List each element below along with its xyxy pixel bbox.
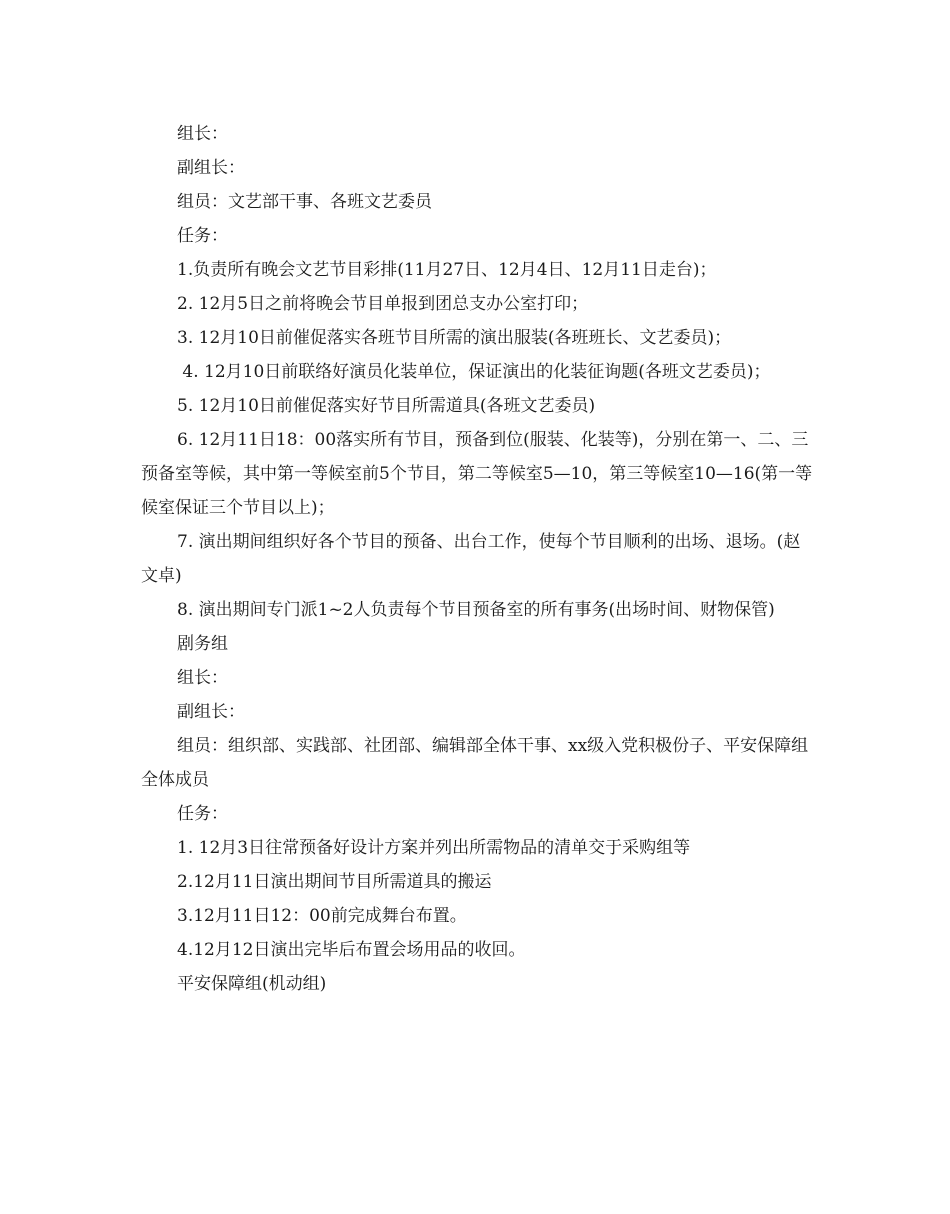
paragraph-task-6: 6. 12月11日18：00落实所有节目，预备到位(服装、化装等)，分别在第一、二、三预备室等候，其中第一等候室前5个节目，第二等候室5—10，第三等候室10—16(第一等候室保证三个节目以上)； [141,430,813,518]
paragraph-deputy-leader: 副组长： [177,158,245,178]
paragraph-task-2: 2. 12月5日之前将晚会节目单报到团总支办公室打印； [177,294,589,314]
paragraph-stage-leader: 组长： [177,668,228,688]
paragraph-task-4: 4. 12月10日前联络好演员化装单位，保证演出的化装征询题(各班文艺委员)； [177,362,771,382]
paragraph-leader: 组长： [177,124,228,144]
paragraph-stage-task-3: 3.12月11日12：00前完成舞台布置。 [177,906,467,926]
paragraph-stage-tasks-heading: 任务： [177,804,228,824]
section-heading-stage-group: 剧务组 [177,634,228,654]
paragraph-task-1: 1.负责所有晚会文艺节目彩排(11月27日、12月4日、12月11日走台)； [177,260,717,280]
paragraph-task-8: 8. 演出期间专门派1~2人负责每个节目预备室的所有事务(出场时间、财物保管) [177,600,775,620]
paragraph-task-5: 5. 12月10日前催促落实好节目所需道具(各班文艺委员) [177,396,596,416]
document-body [141,117,817,1001]
paragraph-task-7: 7. 演出期间组织好各个节目的预备、出台工作，使每个节目顺利的出场、退场。(赵文卓) [141,532,801,586]
paragraph-stage-task-2: 2.12月11日演出期间节目所需道具的搬运 [177,872,492,892]
paragraph-stage-deputy-leader: 副组长： [177,702,245,722]
paragraph-members: 组员：文艺部干事、各班文艺委员 [177,192,432,212]
paragraph-stage-task-1: 1. 12月3日往常预备好设计方案并列出所需物品的清单交于采购组等 [177,838,691,858]
section-heading-safety-group: 平安保障组(机动组) [177,974,327,994]
paragraph-stage-members: 组员：组织部、实践部、社团部、编辑部全体干事、xx级入党积极份子、平安保障组全体成员 [141,736,809,790]
paragraph-stage-task-4: 4.12月12日演出完毕后布置会场用品的收回。 [177,940,526,960]
paragraph-tasks-heading: 任务： [177,226,228,246]
paragraph-task-3: 3. 12月10日前催促落实各班节目所需的演出服装(各班班长、文艺委员)； [177,328,732,348]
